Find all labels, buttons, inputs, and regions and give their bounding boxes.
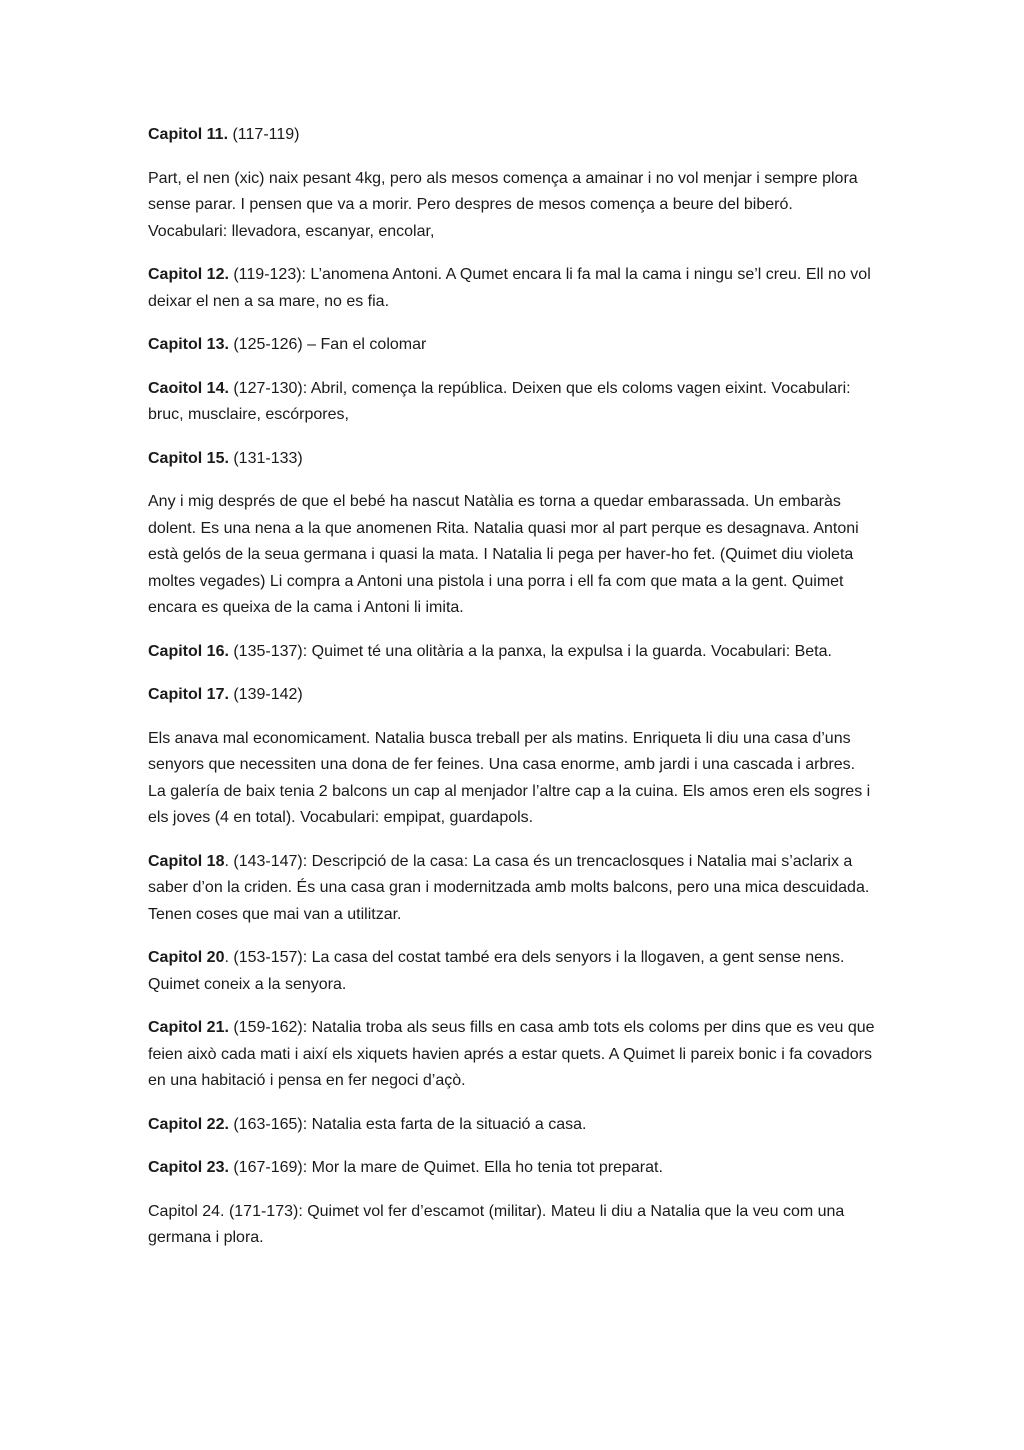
paragraph-capitol-16: [148, 639, 876, 666]
chapter-title: Capitol 15.: [148, 449, 229, 467]
chapter-text: (117-119): [228, 126, 300, 143]
paragraph-capitol-15-body: [148, 489, 876, 622]
chapter-title: Caoitol 14.: [148, 379, 229, 397]
chapter-text: (135-137): Quimet té una olitària a la panxa, la expulsa i la guarda. Vocabulari: Beta.: [228, 642, 832, 660]
chapter-text: (127-130): Abril, comença la república. Deixen que els coloms vagen eixint. Vocabulari: bruc, musclaire, escórpores,: [148, 379, 851, 423]
paragraph-capitol-23: [148, 1155, 876, 1182]
paragraph-capitol-11: [148, 122, 876, 149]
document-page: [148, 122, 876, 1269]
paragraph-text: Part, el nen (xic) naix pesant 4kg, pero als mesos comença a amainar i no vol menjar i sempre plora sense parar. I pensen que va a morir. Pero despres de mesos comença a beure del biberó. Vocabulari: llevadora, escanyar, encolar,: [148, 169, 858, 240]
chapter-text: (131-133): [228, 449, 303, 467]
chapter-title: Capitol 16.: [148, 642, 229, 660]
paragraph-capitol-22: [148, 1112, 876, 1139]
paragraph-capitol-12: [148, 262, 876, 315]
chapter-text: (125-126) – Fan el colomar: [228, 336, 427, 353]
paragraph-capitol-20: [148, 945, 876, 998]
chapter-title: Capitol 12.: [148, 266, 229, 283]
paragraph-capitol-11-body: [148, 166, 876, 246]
chapter-text: . (143-147): Descripció de la casa: La casa és un trencaclosques i Natalia mai s’aclarix a saber d’on la criden. És una casa gran i modernitzada amb molts balcons, pero una mica descuidada. Tenen coses que mai van a utilitzar.: [148, 852, 870, 923]
chapter-title: Capitol 13.: [148, 336, 229, 353]
chapter-text: (139-142): [228, 686, 303, 703]
chapter-text: (163-165): Natalia esta farta de la situació a casa.: [228, 1115, 587, 1133]
chapter-text: (159-162): Natalia troba als seus fills en casa amb tots els coloms per dins que es veu que feien això cada mati i així els xiquets havien aprés a estar quets. A Quimet li pareix bonic i fa covadors en una habitació i pensa en fer negoci d’açò.: [148, 1019, 875, 1089]
chapter-text: . (153-157): La casa del costat també era dels senyors i la llogaven, a gent sense nens. Quimet coneix a la senyora.: [148, 949, 845, 993]
chapter-title: Capitol 22.: [148, 1115, 229, 1133]
paragraph-capitol-13: [148, 332, 876, 359]
chapter-title: Capitol 18: [148, 852, 225, 870]
chapter-title: Capitol 17.: [148, 686, 229, 703]
paragraph-capitol-17-body: [148, 726, 876, 832]
paragraph-capitol-17: [148, 682, 876, 709]
paragraph-text: Any i mig després de que el bebé ha nascut Natàlia es torna a quedar embarassada. Un embaràs dolent. Es una nena a la que anomenen Rita. Natalia quasi mor al part perque es desagnava. Antoni està gelós de la seua germana i quasi la mata. I Natalia li pega per haver-ho fet. (Quimet diu violeta moltes vegades) Li compra a Antoni una pistola i una porra i ell fa com que mata a la gent. Quimet encara es queixa de la cama i Antoni li imita.: [148, 493, 859, 616]
chapter-text: (119-123): L’anomena Antoni. A Qumet encara li fa mal la cama i ningu se’l creu. Ell no vol deixar el nen a sa mare, no es fia.: [148, 266, 871, 310]
chapter-title: Capitol 11.: [148, 126, 229, 143]
chapter-title: Capitol 20: [148, 949, 225, 966]
paragraph-capitol-21: [148, 1015, 876, 1095]
paragraph-capitol-14: [148, 376, 876, 429]
chapter-title: Capitol 21.: [148, 1019, 229, 1036]
paragraph-text: Els anava mal economicament. Natalia busca treball per als matins. Enriqueta li diu una casa d’uns senyors que necessiten una dona de fer feines. Una casa enorme, amb jardi i una cascada i arbres. La galería de baix tenia 2 balcons un cap al menjador l’altre cap a la cuina. Els amos eren els sogres i els joves (4 en total). Vocabulari: empipat, guardapols.: [148, 729, 871, 826]
paragraph-capitol-18: [148, 849, 876, 929]
paragraph-text: Capitol 24. (171-173): Quimet vol fer d’escamot (militar). Mateu li diu a Natalia que la veu com una germana i plora.: [148, 1202, 845, 1246]
chapter-text: (167-169): Mor la mare de Quimet. Ella ho tenia tot preparat.: [228, 1159, 663, 1176]
chapter-title: Capitol 23.: [148, 1159, 229, 1176]
paragraph-capitol-15: [148, 446, 876, 473]
paragraph-capitol-24: [148, 1199, 876, 1252]
